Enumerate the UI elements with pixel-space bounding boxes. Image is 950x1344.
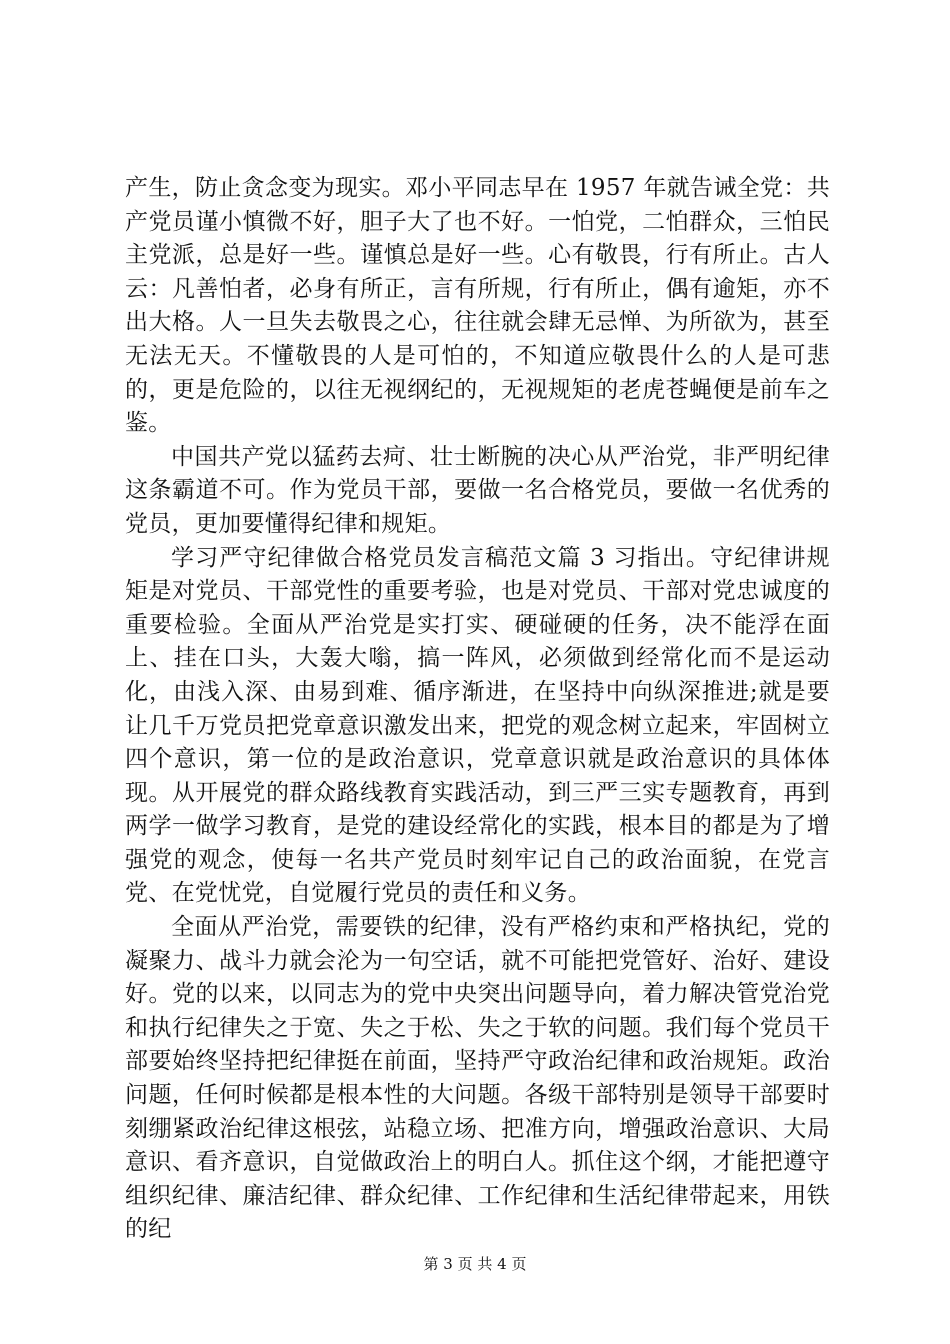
paragraph-1: 产生，防止贪念变为现实。邓小平同志早在 1957 年就告诫全党：共产党员谨小慎微不好，胆子大了也不好。一怕党，二怕群众，三怕民主党派，总是好一些。谨慎总是好一些。心有敬畏，行有所止。古人云：凡善怕者，必身有所正，言有所规，行有所止，偶有逾矩，亦不出大格。人一旦失去敬畏之心，往往就会肆无忌惮、为所欲为，甚至无法无天。不懂敬畏的人是可怕的，不知道应敬畏什么的人是可悲的，更是危险的，以往无视纲纪的，无视规矩的老虎苍蝇便是前车之鉴。 xyxy=(125,175,830,437)
paragraph-4: 全面从严治党，需要铁的纪律，没有严格约束和严格执纪，党的凝聚力、战斗力就会沦为一句空话，就不可能把党管好、治好、建设好。党的以来，以同志为的党中央突出问题导向，着力解决管党治党和执行纪律失之于宽、失之于松、失之于软的问题。我们每个党员干部要始终坚持把纪律挺在前面，坚持严守政治纪律和政治规矩。政治问题，任何时候都是根本性的大问题。各级干部特别是领导干部要时刻绷紧政治纪律这根弦，站稳立场、把准方向，增强政治意识、大局意识、看齐意识，自觉做政治上的明白人。抓住这个纲，才能把遵守组织纪律、廉洁纪律、群众纪律、工作纪律和生活纪律带起来，用铁的纪 xyxy=(125,914,830,1243)
page-number-footer: 第 3 页 共 4 页 xyxy=(423,1255,527,1273)
document-body xyxy=(125,172,830,1247)
paragraph-3: 学习严守纪律做合格党员发言稿范文篇 3 习指出。守纪律讲规矩是对党员、干部党性的重要考验，也是对党员、干部对党忠诚度的重要检验。全面从严治党是实打实、硬碰硬的任务，决不能浮在面上、挂在口头，大轰大嗡，搞一阵风，必须做到经常化而不是运动化，由浅入深、由易到难、循序渐进，在坚持中向纵深推进;就是要让几千万党员把党章意识激发出来，把党的观念树立起来，牢固树立四个意识，第一位的是政治意识，党章意识就是政治意识的具体体现。从开展党的群众路线教育实践活动，到三严三实专题教育，再到两学一做学习教育，是党的建设经常化的实践，根本目的都是为了增强党的观念，使每一名共产党员时刻牢记自己的政治面貌，在党言党、在党忧党，自觉履行党员的责任和义务。 xyxy=(125,544,830,907)
paragraph-2: 中国共产党以猛药去疴、壮士断腕的决心从严治党，非严明纪律这条霸道不可。作为党员干部，要做一名合格党员，要做一名优秀的党员，更加要懂得纪律和规矩。 xyxy=(125,443,830,537)
